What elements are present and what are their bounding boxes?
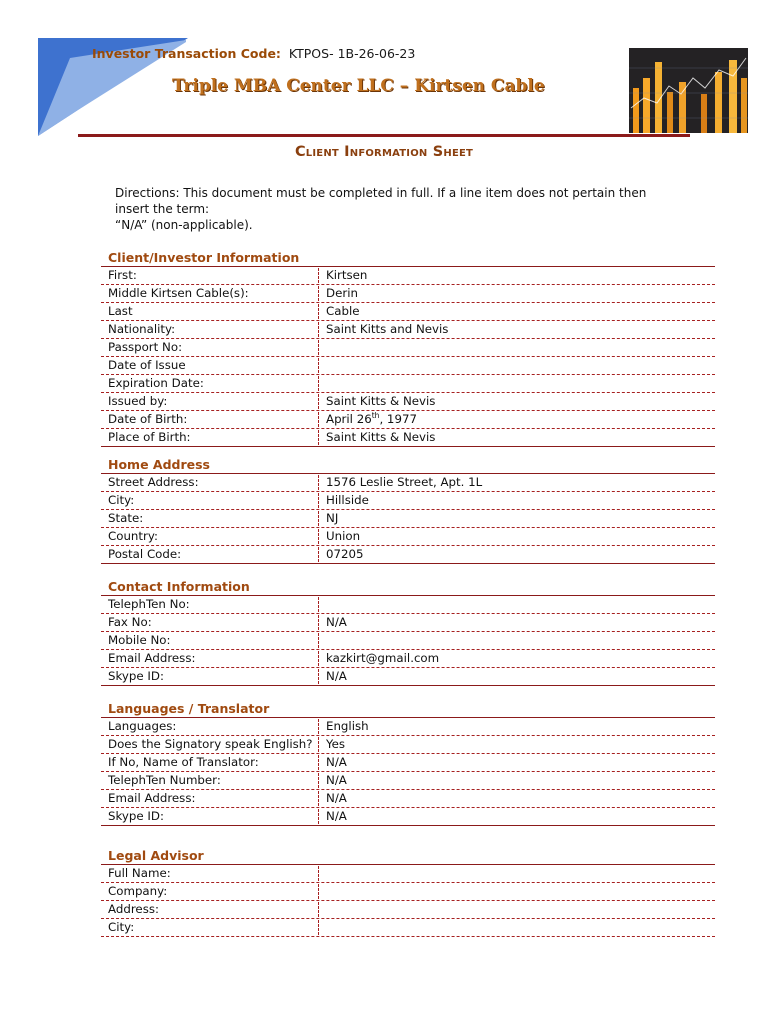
field-value: Saint Kitts and Nevis <box>326 322 449 336</box>
table-row <box>101 339 715 357</box>
field-label: Country: <box>108 529 158 543</box>
field-label: State: <box>108 511 144 525</box>
table-row <box>101 357 715 375</box>
field-value: N/A <box>326 791 347 805</box>
field-label: Fax No: <box>108 615 152 629</box>
field-label: Last <box>108 304 133 318</box>
table-row <box>101 632 715 650</box>
table-row <box>101 510 715 528</box>
field-value: N/A <box>326 615 347 629</box>
section-title: Client/Investor Information <box>108 250 300 265</box>
table-row <box>101 883 715 901</box>
field-value: N/A <box>326 809 347 823</box>
section-legal-advisor <box>101 848 715 937</box>
table-row <box>101 393 715 411</box>
table-row <box>101 808 715 826</box>
table-row <box>101 919 715 937</box>
table-row <box>101 901 715 919</box>
table-row <box>101 614 715 632</box>
stock-chart-logo-image <box>629 48 748 133</box>
section-title: Contact Information <box>108 579 250 594</box>
directions-line-1: Directions: This document must be completed in full. If a line item does not pertain then insert the term: <box>115 186 647 216</box>
field-value: Cable <box>326 304 360 318</box>
field-value: N/A <box>326 773 347 787</box>
section-languages-translator <box>101 701 715 826</box>
field-value: NJ <box>326 511 339 525</box>
field-label: Postal Code: <box>108 547 182 561</box>
table-row <box>101 321 715 339</box>
field-value: Union <box>326 529 361 543</box>
header-blue-corner-graphic <box>0 0 200 140</box>
company-name: Triple MBA Center LLC – Kirtsen Cable <box>172 76 545 96</box>
field-label: Place of Birth: <box>108 430 191 444</box>
table-row <box>101 375 715 393</box>
section-client-investor <box>101 250 715 447</box>
table-row <box>101 790 715 808</box>
field-label: Skype ID: <box>108 809 164 823</box>
field-label: Expiration Date: <box>108 376 204 390</box>
field-label: Middle Kirtsen Cable(s): <box>108 286 249 300</box>
table-row <box>101 528 715 546</box>
field-label: Full Name: <box>108 866 171 880</box>
field-label: Company: <box>108 884 168 898</box>
field-value: Saint Kitts & Nevis <box>326 394 436 408</box>
field-label: City: <box>108 493 135 507</box>
field-value: Saint Kitts & Nevis <box>326 430 436 444</box>
table-row <box>101 736 715 754</box>
field-value: 1576 Leslie Street, Apt. 1L <box>326 475 483 489</box>
field-label: If No, Name of Translator: <box>108 755 259 769</box>
field-label: Mobile No: <box>108 633 171 647</box>
section-title: Languages / Translator <box>108 701 270 716</box>
field-label: Email Address: <box>108 791 196 805</box>
directions-text <box>115 185 675 233</box>
table-row <box>101 865 715 883</box>
field-label: Issued by: <box>108 394 168 408</box>
table-row <box>101 411 715 429</box>
table-row <box>101 718 715 736</box>
section-home-address <box>101 457 715 564</box>
table-row <box>101 754 715 772</box>
field-value: Hillside <box>326 493 369 507</box>
table-row <box>101 668 715 686</box>
field-value: Kirtsen <box>326 268 368 282</box>
field-label: Skype ID: <box>108 669 164 683</box>
field-value: 07205 <box>326 547 364 561</box>
table-row <box>101 303 715 321</box>
field-label: Address: <box>108 902 159 916</box>
field-label: First: <box>108 268 137 282</box>
field-label: Date of Birth: <box>108 412 188 426</box>
table-row <box>101 492 715 510</box>
field-label: Date of Issue <box>108 358 186 372</box>
investor-transaction-code <box>92 46 415 61</box>
field-value: N/A <box>326 669 347 683</box>
field-value: kazkirt@gmail.com <box>326 651 440 665</box>
table-row <box>101 650 715 668</box>
field-value: April 26th, 1977 <box>326 411 417 426</box>
field-value: Yes <box>326 737 346 751</box>
document-title: Client Information Sheet <box>294 144 474 160</box>
table-row <box>101 772 715 790</box>
table-row <box>101 285 715 303</box>
transaction-code-value: KTPOS- 1B-26-06-23 <box>288 46 416 61</box>
field-label: Does the Signatory speak English? <box>108 737 313 751</box>
section-title: Legal Advisor <box>108 848 204 863</box>
field-label: Passport No: <box>108 340 183 354</box>
section-contact-information <box>101 579 715 686</box>
field-label: Email Address: <box>108 651 196 665</box>
table-row <box>101 474 715 492</box>
field-label: TelephTen Number: <box>108 773 221 787</box>
field-label: TelephTen No: <box>108 597 190 611</box>
table-row <box>101 267 715 285</box>
table-row <box>101 596 715 614</box>
field-label: Languages: <box>108 719 177 733</box>
table-row <box>101 546 715 564</box>
transaction-code-label: Investor Transaction Code: <box>92 46 281 61</box>
field-value: N/A <box>326 755 347 769</box>
field-label: Nationality: <box>108 322 176 336</box>
field-label: City: <box>108 920 135 934</box>
section-title: Home Address <box>108 457 210 472</box>
directions-line-2: “N/A” (non-applicable). <box>115 218 253 232</box>
field-label: Street Address: <box>108 475 199 489</box>
table-row <box>101 429 715 447</box>
field-value: English <box>326 719 369 733</box>
field-value: Derin <box>326 286 358 300</box>
header-divider <box>78 134 690 137</box>
